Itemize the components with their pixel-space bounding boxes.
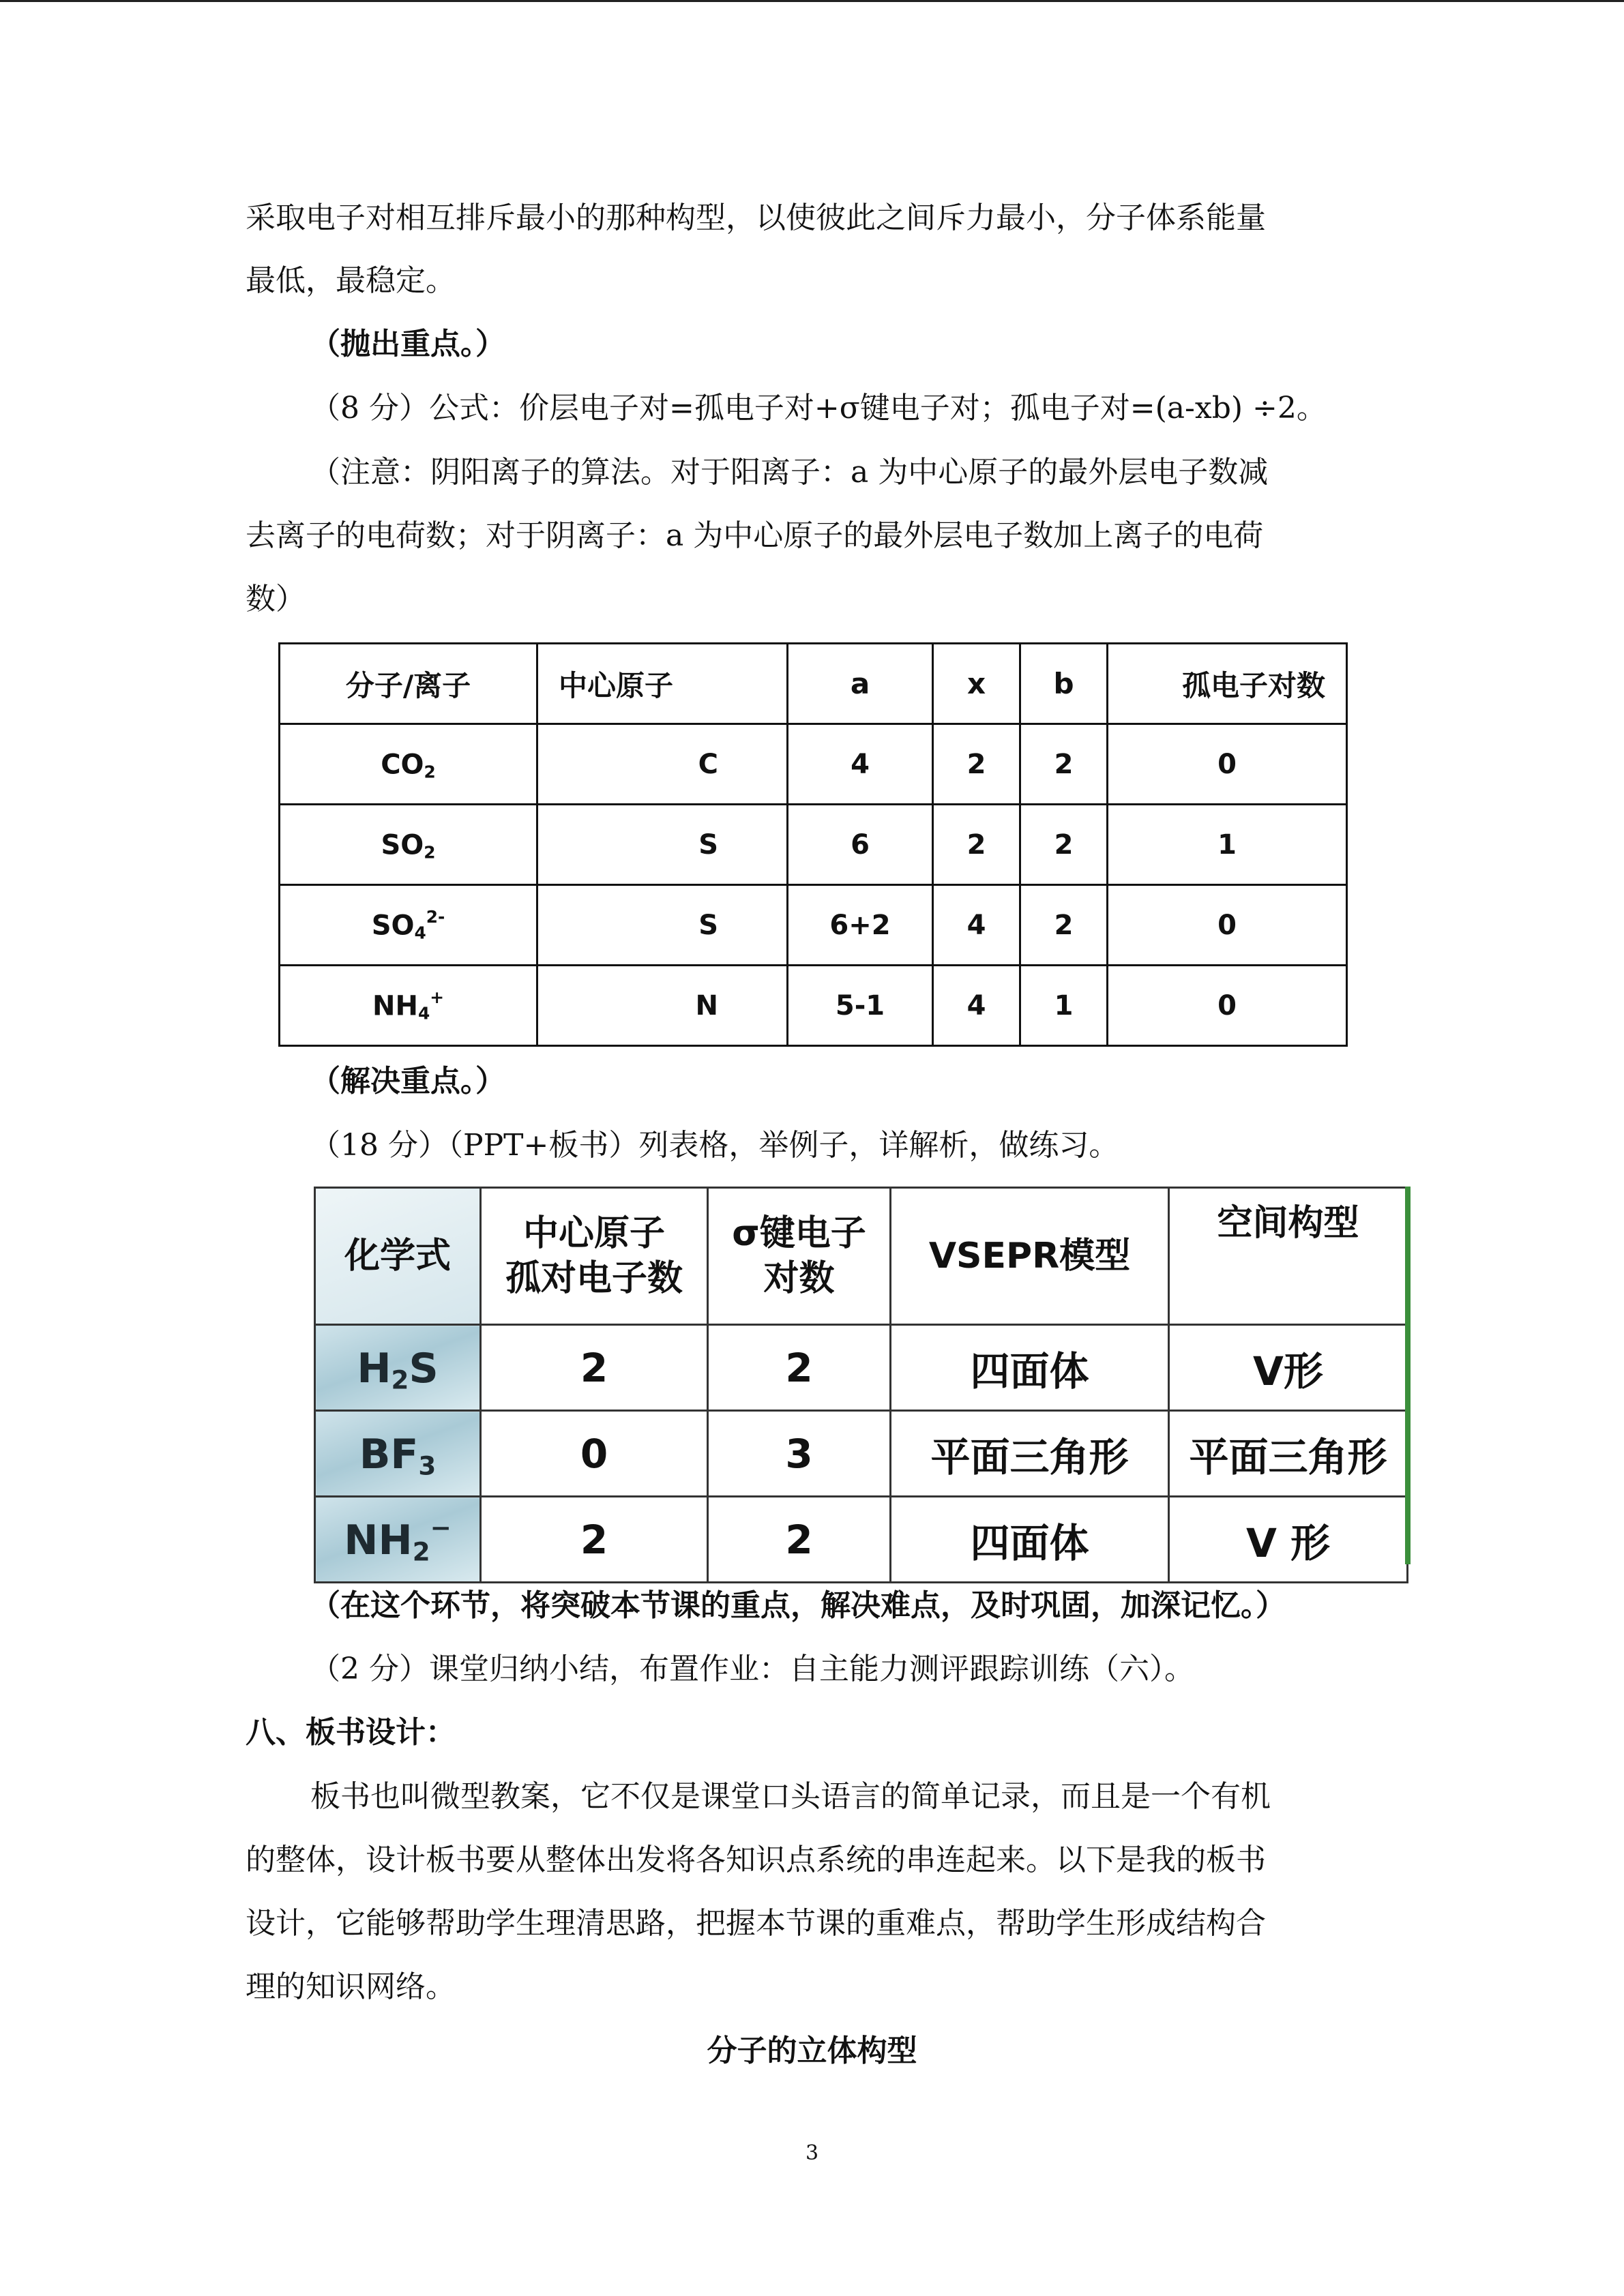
value-cell: 5-1: [788, 966, 933, 1046]
formula-cell: $NH_2^-$: [315, 1497, 481, 1583]
table-row: [280, 885, 1347, 966]
highlight-note: （在这个环节，将突破本节课的重点，解决难点，及时巩固，加深记忆。）: [310, 1588, 1286, 1623]
table-row: [315, 1325, 1408, 1411]
paragraph-line: 的整体，设计板书要从整体出发将各知识点系统的串连起来。以下是我的板书: [246, 1843, 1266, 1877]
highlight-note: （抛出重点。）: [310, 327, 505, 361]
table-header: b: [1020, 644, 1108, 724]
value-cell: 2: [481, 1497, 708, 1583]
note-line: 去离子的电荷数；对于阴离子：a 为中心原子的最外层电子数加上离子的电荷: [246, 518, 1264, 553]
center-atom-cell: N: [537, 966, 788, 1046]
table-header: x: [933, 644, 1020, 724]
table-row: [315, 1411, 1408, 1497]
page-number: 3: [805, 2141, 819, 2165]
table-header: 中心原子 孤对电子数: [481, 1188, 708, 1325]
table-header: 分子/离子: [280, 644, 537, 724]
table-edge-accent: [1405, 1187, 1411, 1564]
value-cell: 6: [788, 805, 933, 885]
paragraph-line: 设计，它能够帮助学生理清思路，把握本节课的重难点，帮助学生形成结构合: [246, 1906, 1266, 1941]
table-header: 孤电子对数: [1108, 644, 1347, 724]
board-title: 分子的立体构型: [707, 2033, 917, 2068]
highlight-note: （解决重点。）: [310, 1064, 505, 1099]
note-line: （注意：阴阳离子的算法。对于阳离子：a 为中心原子的最外层电子数减: [310, 455, 1269, 490]
value-cell: 4: [933, 966, 1020, 1046]
table-header: a: [788, 644, 933, 724]
table-header: 空间构型: [1169, 1188, 1408, 1325]
note-line: 数）: [246, 582, 306, 616]
molecule-cell: $CO_2$: [280, 724, 537, 805]
value-cell: 1: [1020, 966, 1108, 1046]
value-cell: 四面体: [891, 1325, 1169, 1411]
value-cell: 1: [1108, 805, 1347, 885]
table-header: 中心原子: [537, 644, 788, 724]
table-header-row: [315, 1188, 1408, 1325]
value-cell: 2: [1020, 724, 1108, 805]
paragraph-line: 采取电子对相互排斥最小的那种构型，以使彼此之间斥力最小，分子体系能量: [246, 200, 1266, 235]
value-cell: 3: [708, 1411, 891, 1497]
value-cell: 0: [1108, 724, 1347, 805]
value-cell: 平面三角形: [891, 1411, 1169, 1497]
value-cell: V 形: [1169, 1497, 1408, 1583]
table-row: [315, 1497, 1408, 1583]
value-cell: 平面三角形: [1169, 1411, 1408, 1497]
value-cell: 0: [481, 1411, 708, 1497]
paragraph-line: 理的知识网络。: [246, 1969, 456, 2004]
table-row: [280, 805, 1347, 885]
table-row: [280, 966, 1347, 1046]
value-cell: 2: [708, 1325, 891, 1411]
value-cell: 4: [788, 724, 933, 805]
value-cell: 0: [1108, 885, 1347, 966]
molecule-cell: $SO_2$: [280, 805, 537, 885]
paragraph-line: 板书也叫微型教案，它不仅是课堂口头语言的简单记录，而且是一个有机: [310, 1779, 1271, 1814]
value-cell: 2: [933, 724, 1020, 805]
step-line: （18 分）（PPT+板书）列表格，举例子，详解析，做练习。: [310, 1128, 1119, 1163]
value-cell: 2: [1020, 885, 1108, 966]
table-header-row: [280, 644, 1347, 724]
section-heading: 八、板书设计：: [246, 1715, 456, 1750]
value-cell: V形: [1169, 1325, 1408, 1411]
value-cell: 2: [933, 805, 1020, 885]
center-atom-cell: S: [537, 805, 788, 885]
table-header: σ键电子 对数: [708, 1188, 891, 1325]
center-atom-cell: S: [537, 885, 788, 966]
vsepr-table: [314, 1187, 1408, 1583]
value-cell: 0: [1108, 966, 1347, 1046]
formula-cell: $H_2S$: [315, 1325, 481, 1411]
center-atom-cell: C: [537, 724, 788, 805]
value-cell: 2: [1020, 805, 1108, 885]
table-header: 化学式: [315, 1188, 481, 1325]
formula-cell: $BF_3$: [315, 1411, 481, 1497]
value-cell: 2: [481, 1325, 708, 1411]
formula-line: （8 分）公式：价层电子对=孤电子对+σ键电子对；孤电子对=(a-xb) ÷2。: [310, 391, 1327, 426]
value-cell: 四面体: [891, 1497, 1169, 1583]
value-cell: 4: [933, 885, 1020, 966]
paragraph-line: 最低，最稳定。: [246, 263, 456, 298]
table-row: [280, 724, 1347, 805]
value-cell: 2: [708, 1497, 891, 1583]
molecule-cell: $NH_4^+$: [280, 966, 537, 1046]
summary-line: （2 分）课堂归纳小结，布置作业：自主能力测评跟踪训练（六）。: [310, 1652, 1194, 1686]
lone-pair-table: [278, 642, 1348, 1047]
molecule-cell: $SO_4^{2-}$: [280, 885, 537, 966]
table-header: VSEPR模型: [891, 1188, 1169, 1325]
value-cell: 6+2: [788, 885, 933, 966]
